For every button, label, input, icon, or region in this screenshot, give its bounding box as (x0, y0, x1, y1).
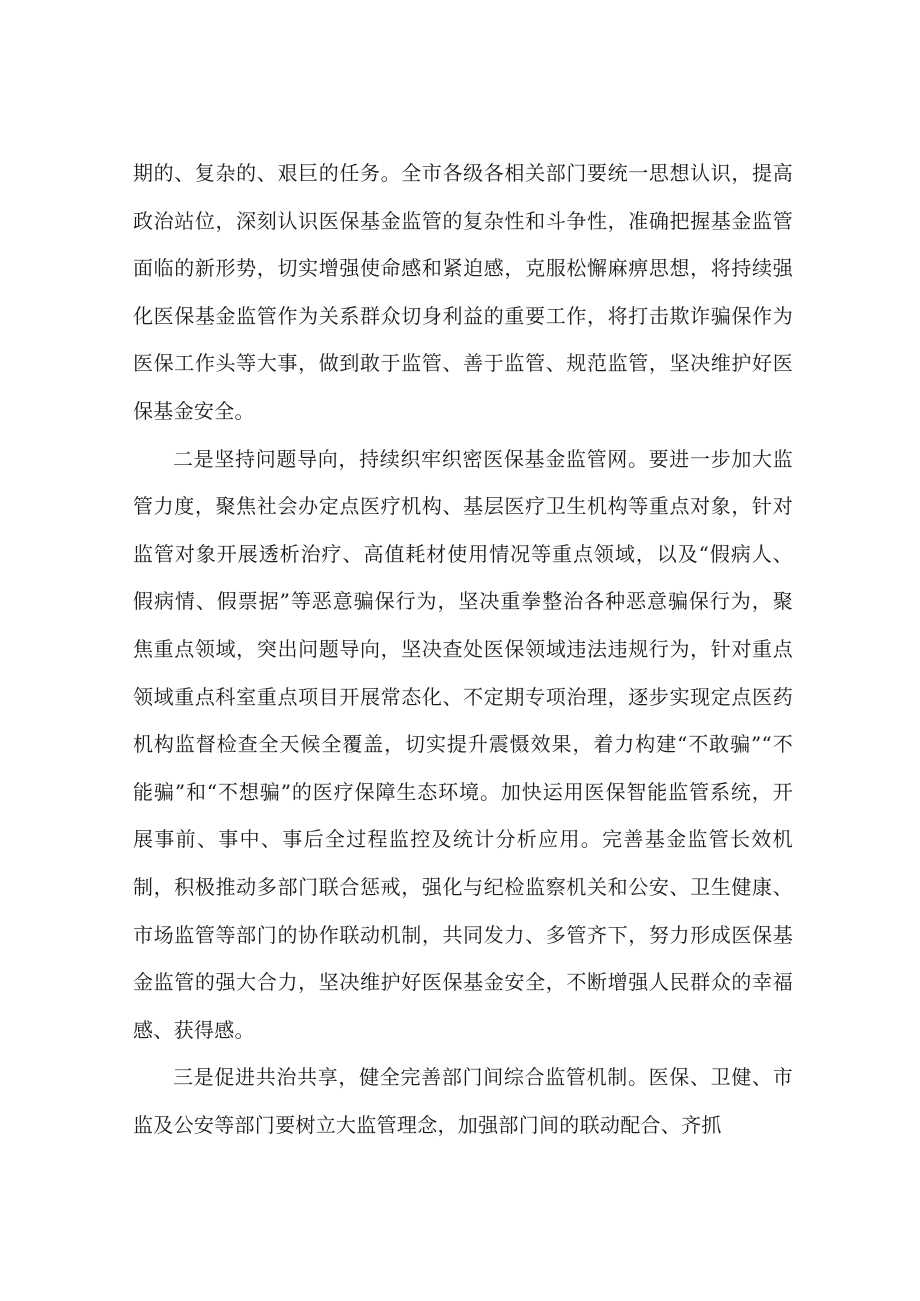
paragraph-continuation: 期的、复杂的、艰巨的任务。全市各级各相关部门要统一思想认识，提高政治站位，深刻认识医保基金监管的复杂性和斗争性，准确把握基金监管面临的新形势，切实增强使命感和紧迫感，克服松懈麻痹思想，将持续强化医保基金监管作为关系群众切身利益的重要工作，将打击欺诈骗保作为医保工作头等大事，做到敢于监管、善于监管、规范监管，坚决维护好医保基金安全。 (133, 161, 793, 423)
paragraph-point-two: 二是坚持问题导向，持续织牢织密医保基金监管网。要进一步加大监管力度，聚焦社会办定点医疗机构、基层医疗卫生机构等重点对象，针对监管对象开展透析治疗、高值耗材使用情况等重点领域，以及“假病人、假病情、假票据”等恶意骗保行为，坚决重拳整治各种恶意骗保行为，聚焦重点领域，突出问题导向，坚决查处医保领域违法违规行为，针对重点领域重点科室重点项目开展常态化、不定期专项治理，逐步实现定点医药机构监督检查全天候全覆盖，切实提升震慑效果，着力构建“不敢骗”“不能骗”和“不想骗”的医疗保障生态环境。加快运用医保智能监管系统，开展事前、事中、事后全过程监控及统计分析应用。完善基金监管长效机制，积极推动多部门联合惩戒，强化与纪检监察机关和公安、卫生健康、市场监管等部门的协作联动机制，共同发力、多管齐下，努力形成医保基金监管的强大合力，坚决维护好医保基金安全，不断增强人民群众的幸福感、获得感。 (133, 446, 793, 1042)
paragraph-point-three: 三是促进共治共享，健全完善部门间综合监管机制。医保、卫健、市监及公安等部门要树立大监管理念，加强部门间的联动配合、齐抓 (133, 1065, 793, 1137)
document-body (133, 150, 793, 1149)
